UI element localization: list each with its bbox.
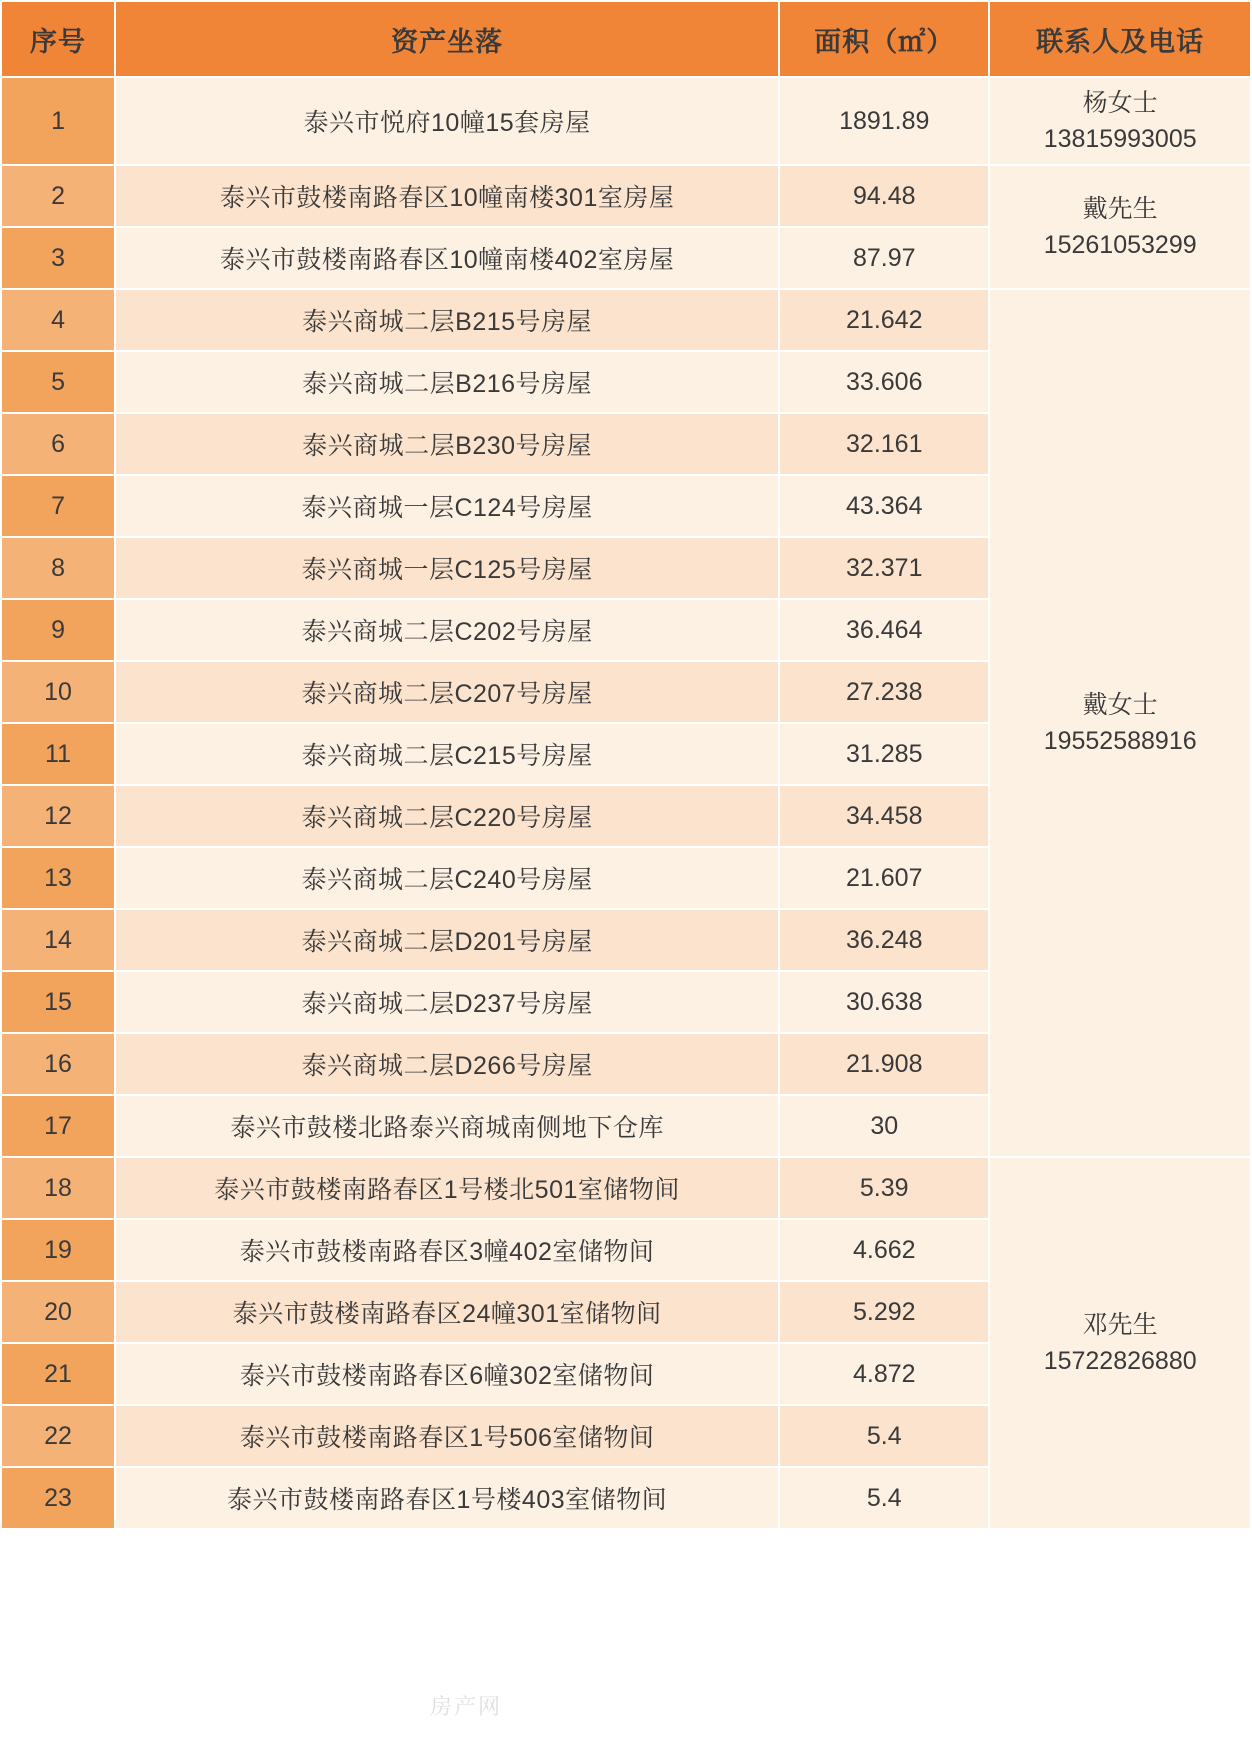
cell-seq: 11 [1, 723, 115, 785]
contact-phone: 15722826880 [1043, 1347, 1197, 1375]
cell-area: 33.606 [779, 351, 989, 413]
table-row [1, 289, 1251, 351]
cell-location: 泰兴商城二层B215号房屋 [115, 289, 779, 351]
column-header-location: 资产坐落 [115, 1, 779, 77]
contact-name: 戴先生 [1082, 194, 1158, 223]
table-row [1, 77, 1251, 165]
cell-seq: 23 [1, 1467, 115, 1529]
table-row [1, 1157, 1251, 1219]
cell-location: 泰兴市鼓楼南路春区1号506室储物间 [115, 1405, 779, 1467]
cell-location: 泰兴商城二层C202号房屋 [115, 599, 779, 661]
contact-name: 杨女士 [1082, 88, 1158, 117]
cell-area: 5.4 [779, 1405, 989, 1467]
table-header [1, 1, 1251, 77]
cell-location: 泰兴市鼓楼南路春区6幢302室储物间 [115, 1343, 779, 1405]
cell-location: 泰兴商城一层C125号房屋 [115, 537, 779, 599]
cell-location: 泰兴商城二层C207号房屋 [115, 661, 779, 723]
cell-area: 4.872 [779, 1343, 989, 1405]
cell-location: 泰兴商城二层C240号房屋 [115, 847, 779, 909]
cell-location: 泰兴市鼓楼北路泰兴商城南侧地下仓库 [115, 1095, 779, 1157]
cell-area: 87.97 [779, 227, 989, 289]
cell-seq: 14 [1, 909, 115, 971]
contact-name: 戴女士 [1082, 690, 1158, 719]
cell-location: 泰兴商城二层D201号房屋 [115, 909, 779, 971]
cell-location: 泰兴市鼓楼南路春区24幢301室储物间 [115, 1281, 779, 1343]
cell-contact [989, 77, 1251, 165]
cell-area: 36.248 [779, 909, 989, 971]
cell-area: 34.458 [779, 785, 989, 847]
table-row [1, 165, 1251, 227]
cell-seq: 13 [1, 847, 115, 909]
cell-location: 泰兴市悦府10幢15套房屋 [115, 77, 779, 165]
cell-location: 泰兴商城二层B216号房屋 [115, 351, 779, 413]
cell-area: 27.238 [779, 661, 989, 723]
contact-name: 邓先生 [1082, 1310, 1158, 1339]
cell-seq: 17 [1, 1095, 115, 1157]
table-body [1, 77, 1251, 1529]
cell-area: 30 [779, 1095, 989, 1157]
contact-phone: 15261053299 [1043, 231, 1197, 259]
contact-phone: 13815993005 [1043, 125, 1197, 153]
cell-area: 5.39 [779, 1157, 989, 1219]
cell-location: 泰兴商城一层C124号房屋 [115, 475, 779, 537]
cell-contact [989, 1157, 1251, 1529]
cell-area: 43.364 [779, 475, 989, 537]
column-header-contact: 联系人及电话 [989, 1, 1251, 77]
cell-area: 5.292 [779, 1281, 989, 1343]
cell-seq: 20 [1, 1281, 115, 1343]
cell-seq: 7 [1, 475, 115, 537]
cell-seq: 4 [1, 289, 115, 351]
cell-seq: 1 [1, 77, 115, 165]
cell-area: 30.638 [779, 971, 989, 1033]
cell-seq: 15 [1, 971, 115, 1033]
cell-contact [989, 165, 1251, 289]
cell-location: 泰兴市鼓楼南路春区3幢402室储物间 [115, 1219, 779, 1281]
cell-location: 泰兴市鼓楼南路春区10幢南楼402室房屋 [115, 227, 779, 289]
cell-area: 1891.89 [779, 77, 989, 165]
cell-area: 21.908 [779, 1033, 989, 1095]
cell-area: 94.48 [779, 165, 989, 227]
cell-seq: 2 [1, 165, 115, 227]
cell-area: 5.4 [779, 1467, 989, 1529]
cell-location: 泰兴市鼓楼南路春区10幢南楼301室房屋 [115, 165, 779, 227]
cell-seq: 6 [1, 413, 115, 475]
cell-seq: 12 [1, 785, 115, 847]
cell-seq: 21 [1, 1343, 115, 1405]
cell-seq: 22 [1, 1405, 115, 1467]
cell-location: 泰兴市鼓楼南路春区1号楼北501室储物间 [115, 1157, 779, 1219]
cell-seq: 9 [1, 599, 115, 661]
cell-seq: 18 [1, 1157, 115, 1219]
cell-seq: 5 [1, 351, 115, 413]
cell-seq: 19 [1, 1219, 115, 1281]
cell-location: 泰兴商城二层D237号房屋 [115, 971, 779, 1033]
cell-area: 21.607 [779, 847, 989, 909]
cell-area: 21.642 [779, 289, 989, 351]
cell-location: 泰兴商城二层C215号房屋 [115, 723, 779, 785]
watermark: 房产网 [430, 1694, 503, 1719]
header-row [1, 1, 1251, 77]
column-header-area: 面积（㎡） [779, 1, 989, 77]
cell-seq: 16 [1, 1033, 115, 1095]
contact-phone: 19552588916 [1043, 727, 1197, 755]
cell-seq: 3 [1, 227, 115, 289]
column-header-seq: 序号 [1, 1, 115, 77]
cell-seq: 10 [1, 661, 115, 723]
cell-area: 4.662 [779, 1219, 989, 1281]
cell-area: 36.464 [779, 599, 989, 661]
cell-location: 泰兴商城二层D266号房屋 [115, 1033, 779, 1095]
cell-location: 泰兴商城二层B230号房屋 [115, 413, 779, 475]
cell-area: 32.371 [779, 537, 989, 599]
cell-seq: 8 [1, 537, 115, 599]
cell-area: 32.161 [779, 413, 989, 475]
cell-location: 泰兴市鼓楼南路春区1号楼403室储物间 [115, 1467, 779, 1529]
cell-area: 31.285 [779, 723, 989, 785]
cell-contact [989, 289, 1251, 1157]
cell-location: 泰兴商城二层C220号房屋 [115, 785, 779, 847]
